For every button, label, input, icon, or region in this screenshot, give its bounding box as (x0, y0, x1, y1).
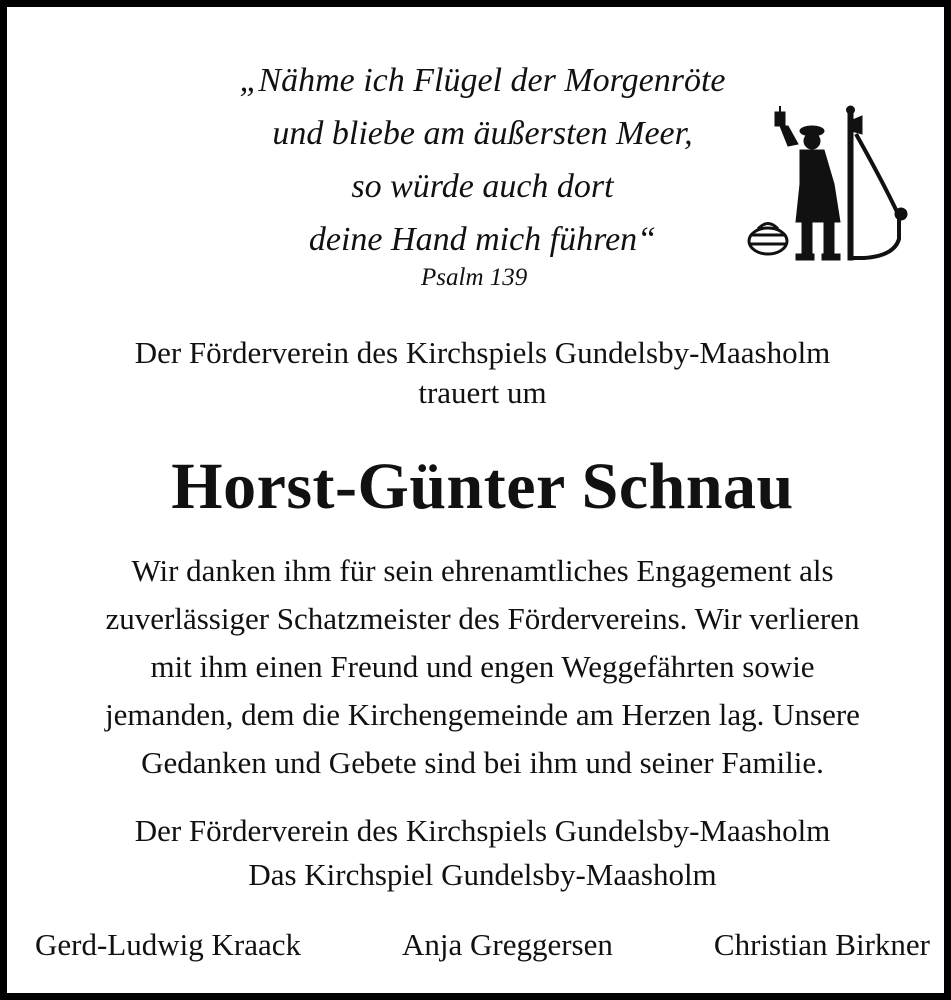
signature-3: Christian Birkner (713, 927, 930, 962)
signatures-row (35, 923, 930, 967)
tribute-line-1: Wir danken ihm für sein ehrenamtliches Engagement als (131, 553, 834, 588)
lamplighter-silhouette-icon (744, 104, 914, 264)
tribute-line-3: mit ihm einen Freund und engen Weggefährten sowie (150, 649, 815, 684)
intro-text (7, 333, 951, 413)
tribute-text (7, 547, 951, 787)
deceased-name: Horst-Günter Schnau (171, 450, 794, 523)
quote-line-1: „Nähme ich Flügel der Morgenröte (239, 62, 726, 99)
intro-line-1: Der Förderverein des Kirchspiels Gundelsby-Maasholm (134, 335, 831, 370)
tribute-line-4: jemanden, dem die Kirchengemeinde am Herzen lag. Unsere (105, 697, 860, 732)
quote-line-4: deine Hand mich führen“ (308, 221, 657, 258)
signature-2: Anja Greggersen (401, 927, 613, 962)
sender-1: Der Förderverein des Kirchspiels Gundelsby-Maasholm (134, 813, 831, 848)
senders-block (7, 809, 951, 897)
signature-1: Gerd-Ludwig Kraack (35, 927, 301, 962)
quote-line-3: so würde auch dort (351, 168, 614, 205)
tribute-line-2: zuverlässiger Schatzmeister des Fördervereins. Wir verlieren (105, 601, 860, 636)
quote-line-2: und bliebe am äußersten Meer, (272, 115, 693, 152)
tribute-line-5: Gedanken und Gebete sind bei ihm und seiner Familie. (141, 745, 824, 780)
sender-2: Das Kirchspiel Gundelsby-Maasholm (248, 857, 717, 892)
intro-line-2: trauert um (418, 375, 547, 410)
quote-source: Psalm 139 (421, 264, 528, 291)
